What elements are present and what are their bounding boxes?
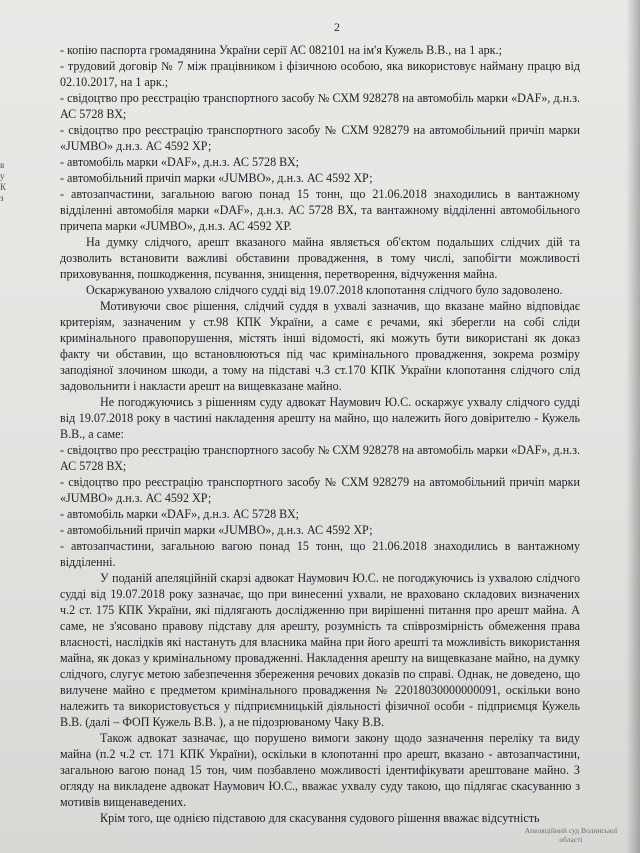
page-number: 2: [334, 20, 340, 34]
court-stamp: Апеляційний суд Волинської області: [524, 826, 618, 844]
edge-mark: у: [0, 171, 4, 181]
paragraph-additional-grounds: Крім того, ще однією підставою для скасування судового рішення вважає відсутність: [100, 811, 540, 825]
list-item-labor-contract: - трудовий договір № 7 між працівником і фізичною особою, яка використовує найману працю від 02.10.2017, на 1 арк.;: [60, 59, 580, 89]
list-item-auto-parts: - автозапчастини, загальною вагою понад 15 тонн, що 21.06.2018 знаходились в вантажному відділенні автомобіля марки «DAF», д.н.з. АС 5728 ВХ, та вантажному відділенні автомобільного причепа марки «JUMBO», д.н.з. АС 4592 ХР.: [60, 187, 580, 233]
list-item-trailer-jumbo-2: - автомобільний причіп марки «JUMBO», д.н.з. АС 4592 ХР;: [60, 523, 373, 537]
paragraph-appeal-arguments: У поданій апеляційній скарзі адвокат Наумович Ю.С. не погоджуючись із ухвалою слідчого судді від 19.07.2018 року зазначає, що при винесенні ухвали, не враховано складових визначених ч.2 ст. 175 КПК України, які підлягають дослідженню при вирішенні питання про арешт майна. А саме, не з'ясовано правову підставу для арешту, розумність та співрозмірність обмеження права власності, наслідків які настануть для власника майна при його арешті та можливість використання майна, як доказ у кримінальному провадженні. Накладення арешту на вищевказане майно, на думку слідчого, слугує метою забезпечення збереження речових доказів по справі. Однак, не доведено, що вилучене майно є предметом кримінального провадження № 22018030000000091, оскільки воно належить та використовується у підприємницькій діяльності фізичної особи - підприємця Кужель В.В. (далі – ФОП Кужель В.В. ), а не підозрюваному Чаку В.В.: [60, 571, 580, 729]
list-item-registration-daf: - свідоцтво про реєстрацію транспортного засобу № СХМ 928278 на автомобіль марки «DAF», д.н.з. АС 5728 ВХ;: [60, 91, 580, 121]
edge-mark: з: [0, 193, 3, 203]
margin-edge-marks: [0, 160, 14, 220]
paragraph-investigator-opinion: На думку слідчого, арешт вказаного майна являється об'єктом подальших слідчих дій та дозволить встановити важливі обставини провадження, в тому числі, запобігти можливості приховування, пошкодження, псування, знищення, перетворення, відчуження майна.: [60, 235, 580, 281]
list-item-registration-jumbo-2: - свідоцтво про реєстрацію транспортного засобу № СХМ 928279 на автомобільний причіп марки «JUMBO» д.н.з. АС 4592 ХР;: [60, 475, 580, 505]
paragraph-lawyer-appeal: Не погоджуючись з рішенням суду адвокат Наумович Ю.С. оскаржує ухвалу слідчого судді від 19.07.2018 року в частині накладення арешту на майно, що належить його довірителю - Кужель В.В., а саме:: [60, 395, 580, 441]
document-body: [60, 42, 580, 826]
list-item-vehicle-daf-2: - автомобіль марки «DAF», д.н.з. АС 5728 ВХ;: [60, 507, 300, 521]
list-item-vehicle-daf: - автомобіль марки «DAF», д.н.з. АС 5728 ВХ;: [60, 155, 300, 169]
list-item-auto-parts-2: - автозапчастини, загальною вагою понад 15 тонн, що 21.06.2018 знаходились в вантажному відділенні.: [60, 539, 580, 569]
edge-mark: в: [0, 160, 4, 170]
paragraph-ruling-granted: Оскаржуваною ухвалою слідчого судді від 19.07.2018 клопотання слідчого було задоволено.: [86, 283, 563, 297]
page-edge-shadow: [626, 0, 640, 853]
paragraph-judge-reasoning: Мотивуючи своє рішення, слідчий суддя в ухвалі зазначив, що вказане майно відповідає критеріям, зазначеним у ст.98 КПК України, а саме є речами, які зберегли на собі сліди кримінального правопорушення, містять інші відомості, які можуть бути використані як доказ факту чи обставин, що встановлюються під час кримінального провадження, зокрема розміру заподіяної злочином шкоди, а тому на підставі ч.3 ст.170 КПК України клопотання слідчого слід задовольнити і накласти арешт на вищевказане майно.: [60, 299, 580, 393]
paragraph-property-listing: Також адвокат зазначає, що порушено вимоги закону щодо зазначення переліку та виду майна (п.2 ч.2 ст. 171 КПК України), оскільки в клопотанні про арешт, вказано - автозапчастини, загальною вагою понад 15 тон, чим позбавлено можливості ідентифікувати арештоване майно. З огляду на викладене адвокат Наумович Ю.С., вважає ухвалу суду такою, що підлягає скасуванню з мотивів вищенаведених.: [60, 731, 580, 809]
list-item-registration-daf-2: - свідоцтво про реєстрацію транспортного засобу № СХМ 928278 на автомобіль марки «DAF», д.н.з. АС 5728 ВХ;: [60, 443, 580, 473]
list-item-registration-jumbo: - свідоцтво про реєстрацію транспортного засобу № СХМ 928279 на автомобільний причіп марки «JUMBO» д.н.з. АС 4592 ХР;: [60, 123, 580, 153]
list-item-trailer-jumbo: - автомобільний причіп марки «JUMBO», д.н.з. АС 4592 ХР;: [60, 171, 373, 185]
list-item-passport: - копію паспорта громадянина України серії АС 082101 на ім'я Кужель В.В., на 1 арк.;: [60, 43, 502, 57]
edge-mark: К: [0, 182, 6, 192]
